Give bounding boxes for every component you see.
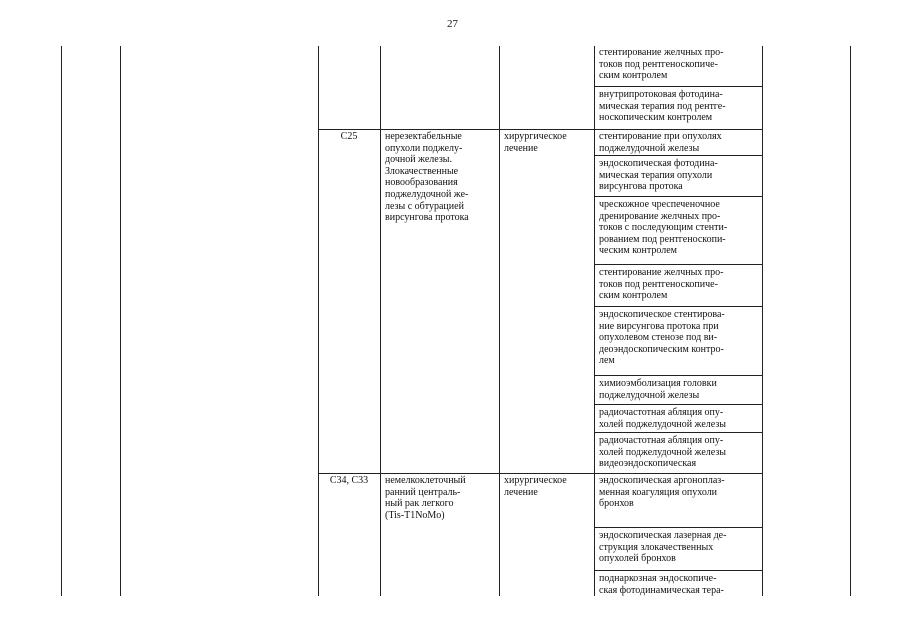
column-border <box>850 46 851 596</box>
method-border <box>594 432 762 433</box>
diagnosis-cell: нерезектабельные опухоли поджелу- дочной железы. Злокачественные новообразования поджелудочной же- лезы с обтурацией вирсунгова протока <box>385 131 469 224</box>
method-border <box>594 570 762 571</box>
diagnosis-cell: немелкоклеточный ранний централь- ный рак легкого (Tis-T1NoMo) <box>385 475 466 521</box>
method-border <box>594 264 762 265</box>
row-border <box>318 473 762 474</box>
treatment-cell: хирургическое лечение <box>504 475 567 498</box>
column-border <box>120 46 121 596</box>
icd-code-cell: C25 <box>340 131 358 142</box>
method-border <box>594 306 762 307</box>
method-cell: радиочастотная абляция опу- холей поджелудочной железы <box>599 407 726 430</box>
method-cell: химиоэмболизация головки поджелудочной железы <box>599 378 717 401</box>
method-border <box>594 155 762 156</box>
method-cell: радиочастотная абляция опу- холей поджелудочной железы видеоэндоскопическая <box>599 435 726 470</box>
method-cell: стентирование желчных про- токов под рентгеноскопиче- ским контролем <box>599 47 724 82</box>
method-border <box>594 404 762 405</box>
column-border <box>762 46 763 596</box>
method-cell: внутрипротоковая фотодина- мическая терапия под рентге- носкопическим контролем <box>599 89 726 124</box>
method-cell: эндоскопическая лазерная де- струкция злокачественных опухолей бронхов <box>599 530 727 565</box>
method-border <box>594 86 762 87</box>
method-cell: эндоскопическая аргоноплаз- менная коагуляция опухоли бронхов <box>599 475 725 510</box>
method-cell: эндоскопическая фотодина- мическая терапия опухоли вирсунгова протока <box>599 158 718 193</box>
method-cell: стентирование желчных про- токов под рентгеноскопиче- ским контролем <box>599 267 724 302</box>
page-number: 27 <box>447 18 458 30</box>
method-border <box>594 375 762 376</box>
method-border <box>594 196 762 197</box>
method-cell: поднаркозная эндоскопиче- ская фотодинамическая тера- <box>599 573 724 596</box>
column-border <box>61 46 62 596</box>
method-cell: чрескожное чреспеченочное дренирование желчных про- токов с последующим стенти- рованием под рентгеноскопи- ческим контролем <box>599 199 728 257</box>
method-cell: стентирование при опухолях поджелудочной железы <box>599 131 722 154</box>
treatment-cell: хирургическое лечение <box>504 131 567 154</box>
method-border <box>594 527 762 528</box>
method-cell: эндоскопическое стентирова- ние вирсунгова протока при опухолевом стенозе под ви- деоэндоскопическим контро- лем <box>599 309 725 367</box>
icd-code-cell: C34, C33 <box>329 475 369 486</box>
row-border <box>318 129 762 130</box>
